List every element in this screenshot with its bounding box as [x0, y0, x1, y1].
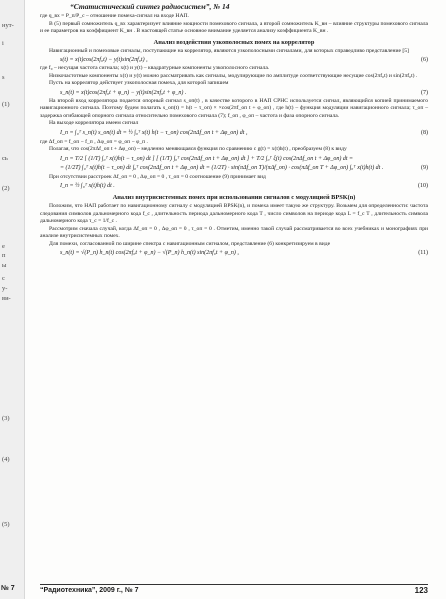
paragraph: Положим, что НАП работает по навигационному сигналу с модуляцией BPSK(n), и помеха имеет такую же структуру. Возьмем для определенности: частота следования символов дальномерного кода f_с , длительность периода дальномерного кода T , число символов на периоде кода L = f_с T , длительность символа дальномерного кода τ_с = 1/f_с . — [40, 203, 428, 224]
margin-fragment: сь — [2, 155, 8, 162]
paragraph: Для помехи, согласованной по ширине спектра с навигационным сигналом, представление (6) конкретизируем в виде — [49, 240, 331, 247]
paragraph: При отсутствии расстроек Δf_оп = 0 , Δφ_оп = 0 , τ_оп = 0 соотношение (9) принимает вид — [49, 173, 266, 180]
equation-number: (6) — [421, 57, 428, 63]
equation-11 — [40, 249, 428, 257]
equation-8 — [40, 129, 428, 138]
paragraph: Полагая, что cos(2πΔf_оп t + Δφ_оп) – медленно меняющаяся функция по сравнению с g(t) = x(t)h(t) , преобразуем (8) к виду — [49, 146, 347, 152]
equation-number: (7) — [421, 89, 428, 96]
equation-body: s_п(t) = √(P_п) h_п(t) cos(2πf₀t + φ_п) − √(P_п) h_п(t) sin(2πf₀t + φ_п) , — [60, 250, 239, 256]
paragraph: Рассмотрим сначала случай, когда Δf_оп = 0 , Δφ_оп = 0 , τ_оп = 0 . Отметим, именно такой случай рассматривается во всех учебниках и монографиях при анализе внутрисистемных помех. — [40, 225, 428, 239]
paragraph: где q_вх = P_п/P_c – отношение помеха-сигнал на входе НАП. — [40, 13, 189, 19]
equation-body: I_п = ∫₀ᵀ s_п(t) s_оп(t) dt = ½ ∫₀ᵀ x(t) h(t − τ_оп) cos(2πΔf_оп t + Δφ_оп) dt , — [60, 129, 248, 136]
equation-number: (8) — [421, 129, 428, 136]
paragraph: где f₀ – несущая частота сигнала; x(t) и y(t) – квадратурные компоненты узкополосного сигнала. — [40, 65, 270, 71]
margin-fragment: ви- — [2, 295, 11, 302]
section-heading: Анализ внутрисистемных помех при использовании сигналов с модуляцией BPSK(n) — [112, 194, 356, 201]
margin-fragment: y- — [2, 285, 8, 292]
margin-fragment: п — [2, 252, 6, 259]
journal-citation: “Радиотехника”, 2009 г., № 7 — [40, 587, 139, 594]
margin-fragment: (4) — [2, 456, 10, 463]
equation-body: s(t) = x(t)cos(2πf₀t) − y(t)sin(2πf₀t) , — [60, 57, 148, 63]
margin-fragment: i — [2, 40, 4, 47]
margin-fragment: (1) — [2, 101, 10, 108]
page-footer — [40, 584, 428, 595]
paragraph: Навигационный и помеховые сигналы, поступающие на коррелятор, являются узкополосными сигналами, для которых справедливо представление [5] — [49, 47, 409, 54]
paragraph: На второй вход коррелятора подается опорный сигнал s_оп(t) , в качестве которого в НАП СРНС используется сигнал, являющийся копией принимаемого навигационного сигнала. Поэтому будем полагать s_оп(t) = h(t − τ_оп) × ×cos(2πf_оп t + φ_оп) , где h(t) – функция модуляции навигационного сигнала; τ_оп – задержка огибающей опорного сигнала относительно помехового сигнала (7); f_оп , φ_оп – частота и фаза опорного сигнала. — [40, 97, 428, 119]
equation-9 — [40, 155, 428, 173]
equation-number: (9) — [421, 164, 428, 171]
equation-body: I_п = ½ ∫₀ᵀ x(t)h(t) dt . — [60, 183, 115, 189]
equation-number: (10) — [418, 183, 428, 189]
equation-body: I_п = T/2 [ (1/T) ∫₀ᵀ x(t)h(t − τ_оп) dt ] [ (1/T) ∫₀ᵀ cos(2πΔf_оп t + Δφ_оп) dt ] + T/2 ∫₀ᵀ ξ(t) cos(2πΔf_оп t + Δφ_оп) dt = — [60, 155, 354, 162]
running-header: “Статистический синтез радиосистем”, № 14 — [70, 2, 230, 11]
equation-7 — [40, 89, 428, 97]
article-body — [40, 13, 428, 258]
margin-fragment: (3) — [2, 415, 10, 422]
equation-number: (11) — [418, 250, 428, 256]
equation-10 — [40, 182, 428, 191]
margin-fragment: ы — [2, 262, 7, 269]
margin-fragment: s — [2, 74, 5, 81]
page-number: 123 — [414, 586, 428, 595]
margin-fragment: (2) — [2, 185, 10, 192]
paragraph: На выходе коррелятора имеем сигнал — [49, 120, 139, 126]
paragraph: Низкочастотные компоненты x(t) и y(t) можно рассматривать как сигналы, модулирующие по амплитуде соответствующие несущие cos(2πf₀t) и sin(2πf₀t) . — [49, 72, 418, 79]
section-heading: Анализ воздействия узкополосных помех на коррелятор — [153, 38, 315, 46]
margin-fragment: с — [2, 275, 5, 282]
margin-fragment: нут- — [2, 22, 14, 29]
equation-6 — [40, 56, 428, 64]
adjacent-page-strip — [0, 0, 25, 599]
equation-body: s_п(t) = x(t)cos(2πf₀t + φ_п) − y(t)sin(2πf₀t + φ_п) . — [60, 89, 187, 96]
paragraph: В (5) первый сомножитель q_вх характеризует влияние мощности помехового сигнала, а второй сомножитель K_вн – влияние структуры помехового сигнала и ее параметров на коэффициент K_вн . В настоящей статье основное внимание уделяется анализу коэффициента K_вн . — [40, 20, 428, 34]
paragraph: где Δf_оп = f_оп − f_п , Δφ_оп = φ_оп − φ_п . — [40, 138, 148, 145]
margin-fragment: (5) — [2, 521, 10, 528]
paragraph: Пусть на коррелятор действует узкополосная помеха, для которой запишем — [49, 80, 229, 86]
equation-body: = (1/2T) ∫₀ᵀ x(t)h(t − τ_оп) dt ∫₀ᵀ cos(2πΔf_оп t + Δφ_оп) dt = (1/2T) · sin(πΔf_оп T)/(πΔf_оп) · cos(πΔf_оп T + Δφ_оп) ∫₀ᵀ x(t)h(t) dt . — [60, 164, 384, 171]
adjacent-page-footer: № 7 — [1, 585, 15, 592]
margin-fragment: e — [2, 243, 5, 250]
